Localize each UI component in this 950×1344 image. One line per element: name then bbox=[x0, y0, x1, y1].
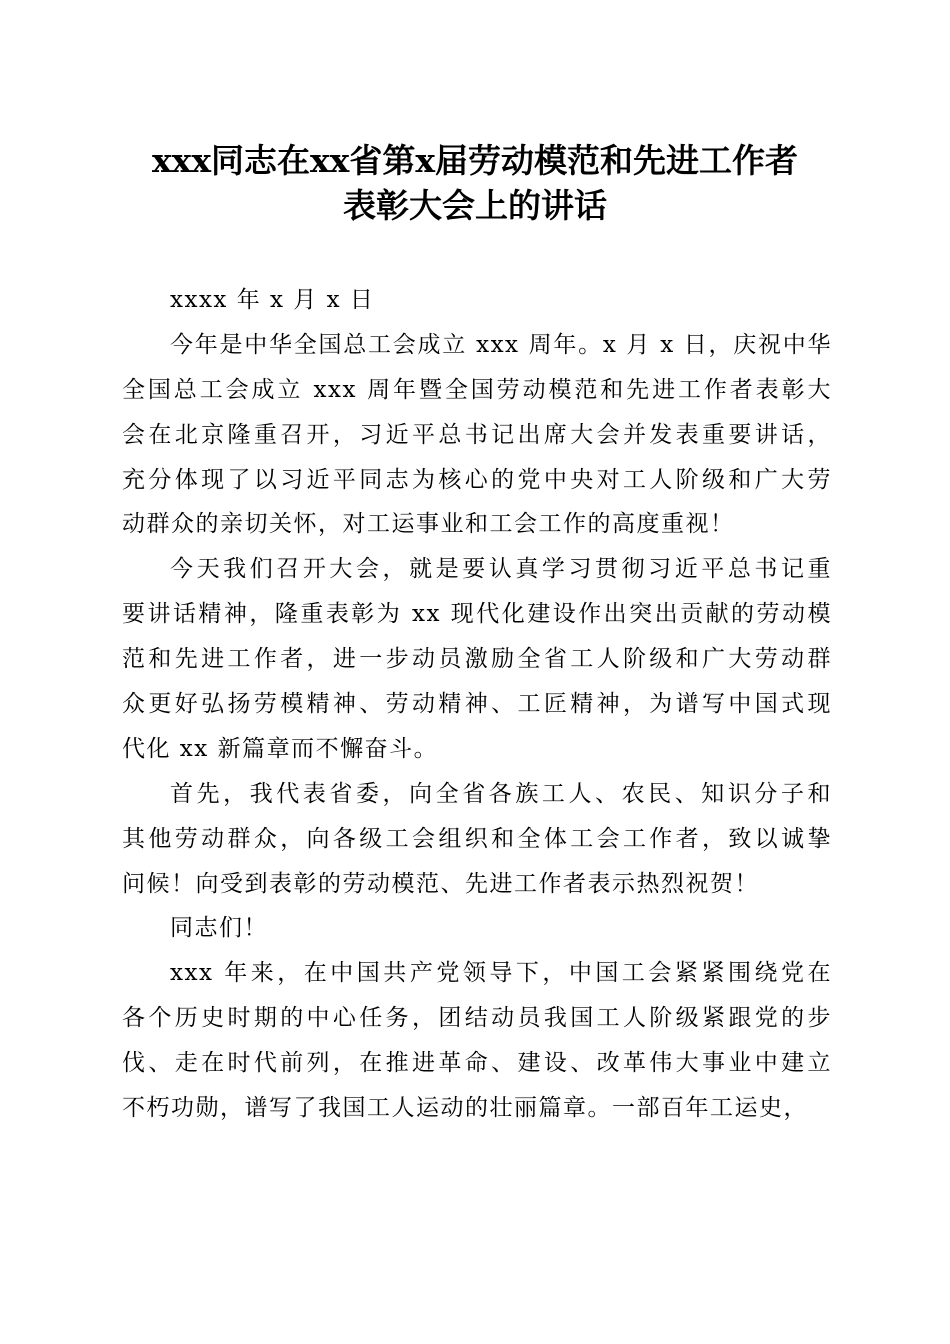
document-body bbox=[122, 278, 832, 1131]
paragraph-line: 全国总工会成立 xxx 周年暨全国劳动模范和先进工作者表彰大 bbox=[122, 376, 832, 403]
paragraph-line: 代化 xx 新篇章而不懈奋斗。 bbox=[122, 735, 439, 762]
paragraph-line: 众更好弘扬劳模精神、劳动精神、工匠精神，为谱写中国式现 bbox=[122, 691, 832, 718]
speech-date: xxxx 年 x 月 x 日 bbox=[170, 287, 375, 313]
title-line-1: xxx同志在xx省第x届劳动模范和先进工作者 bbox=[151, 141, 799, 180]
paragraph-line: 动群众的亲切关怀，对工运事业和工会工作的高度重视！ bbox=[122, 511, 735, 538]
paragraph-line: 不朽功勋，谱写了我国工人运动的壮丽篇章。一部百年工运史， bbox=[122, 1095, 808, 1122]
paragraph-line: 会在北京隆重召开，习近平总书记出席大会并发表重要讲话， bbox=[122, 421, 832, 448]
paragraph-line: 首先，我代表省委，向全省各族工人、农民、知识分子和 bbox=[170, 780, 832, 807]
title-line-2: 表彰大会上的讲话 bbox=[343, 186, 607, 225]
paragraph-line: 范和先进工作者，进一步动员激励全省工人阶级和广大劳动群 bbox=[122, 646, 832, 673]
paragraph-line: 其他劳动群众，向各级工会组织和全体工会工作者，致以诚挚 bbox=[122, 825, 832, 852]
paragraph-line: 充分体现了以习近平同志为核心的党中央对工人阶级和广大劳 bbox=[122, 466, 832, 493]
paragraph-line: 今年是中华全国总工会成立 xxx 周年。x 月 x 日，庆祝中华 bbox=[170, 331, 832, 358]
paragraph-line: xxx 年来，在中国共产党领导下，中国工会紧紧围绕党在 bbox=[170, 960, 832, 987]
paragraph-line: 问候！向受到表彰的劳动模范、先进工作者表示热烈祝贺！ bbox=[122, 870, 759, 897]
paragraph-line: 今天我们召开大会，就是要认真学习贯彻习近平总书记重 bbox=[170, 556, 832, 583]
paragraph-line: 伐、走在时代前列，在推进革命、建设、改革伟大事业中建立 bbox=[122, 1050, 832, 1077]
paragraph-line: 要讲话精神，隆重表彰为 xx 现代化建设作出突出贡献的劳动模 bbox=[122, 601, 832, 628]
paragraph-line: 各个历史时期的中心任务，团结动员我国工人阶级紧跟党的步 bbox=[122, 1005, 832, 1032]
paragraph-line: 同志们！ bbox=[170, 915, 268, 942]
